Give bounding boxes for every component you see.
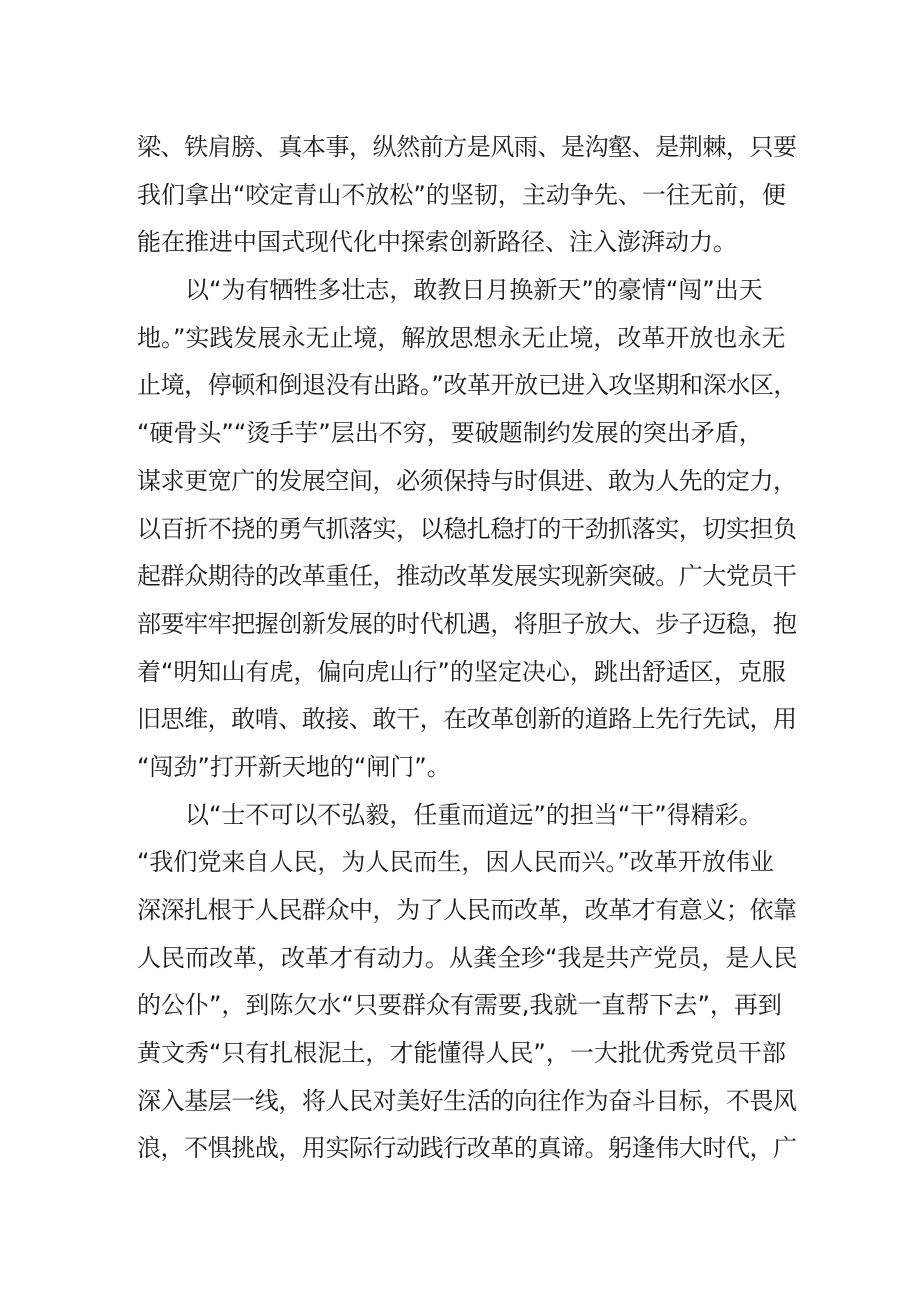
text-line: 谋求更宽广的发展空间，必须保持与时俱进、敢为人先的定力，	[137, 466, 797, 495]
text-line: 止境，停顿和倒退没有出路。”改革开放已进入攻坚期和深水区，	[137, 371, 797, 400]
text-line: 以百折不挠的勇气抓落实，以稳扎稳打的干劲抓落实，切实担负	[137, 514, 797, 543]
text-line: 梁、铁肩膀、真本事，纵然前方是风雨、是沟壑、是荆棘，只要	[137, 133, 797, 161]
text-line: 地。”实践发展永无止境，解放思想永无止境，改革开放也永无	[137, 323, 786, 352]
text-line: 深入基层一线，将人民对美好生活的向往作为奋斗目标，不畏风	[137, 1086, 797, 1115]
text-line: 起群众期待的改革重任，推动改革发展实现新突破。广大党员干	[137, 562, 797, 591]
text-line: 以“为有牺牲多壮志，敢教日月换新天”的豪情“闯”出天	[185, 276, 763, 305]
text-line: 的公仆”，到陈欠水“只要群众有需要,我就一直帮下去”，再到	[137, 991, 782, 1020]
text-line: 着“明知山有虎，偏向虎山行”的坚定决心，跳出舒适区，克服	[137, 657, 786, 686]
text-line: 深深扎根于人民群众中，为了人民而改革，改革才有意义；依靠	[137, 896, 797, 924]
text-line: 我们拿出“咬定青山不放松”的坚韧，主动争先、一往无前，便	[137, 180, 786, 209]
text-line: 人民而改革，改革才有动力。从龚全珍“我是共产党员，是人民	[137, 943, 798, 972]
body-text	[137, 124, 797, 1173]
text-line: 黄文秀“只有扎根泥土，才能懂得人民”，一大批优秀党员干部	[137, 1039, 786, 1068]
text-line: “硬骨头”“烫手芋”层出不穷，要破题制约发展的突出矛盾，	[137, 419, 763, 448]
text-line: 部要牢牢把握创新发展的时代机遇，将胆子放大、步子迈稳，抱	[137, 609, 797, 638]
text-line: 旧思维，敢啃、敢接、敢干，在改革创新的道路上先行先试，用	[137, 705, 797, 734]
text-line: 浪，不惧挑战，用实际行动践行改革的真谛。躬逢伟大时代，广	[137, 1134, 797, 1163]
text-line: 能在推进中国式现代化中探索创新路径、注入澎湃动力。	[137, 228, 737, 257]
text-line: “闯劲”打开新天地的“闸门”。	[137, 752, 451, 781]
text-line: 以“士不可以不弘毅，任重而道远”的担当“干”得精彩。	[185, 800, 763, 829]
text-line: “我们党来自人民，为人民而生，因人民而兴。”改革开放伟业	[137, 848, 774, 877]
